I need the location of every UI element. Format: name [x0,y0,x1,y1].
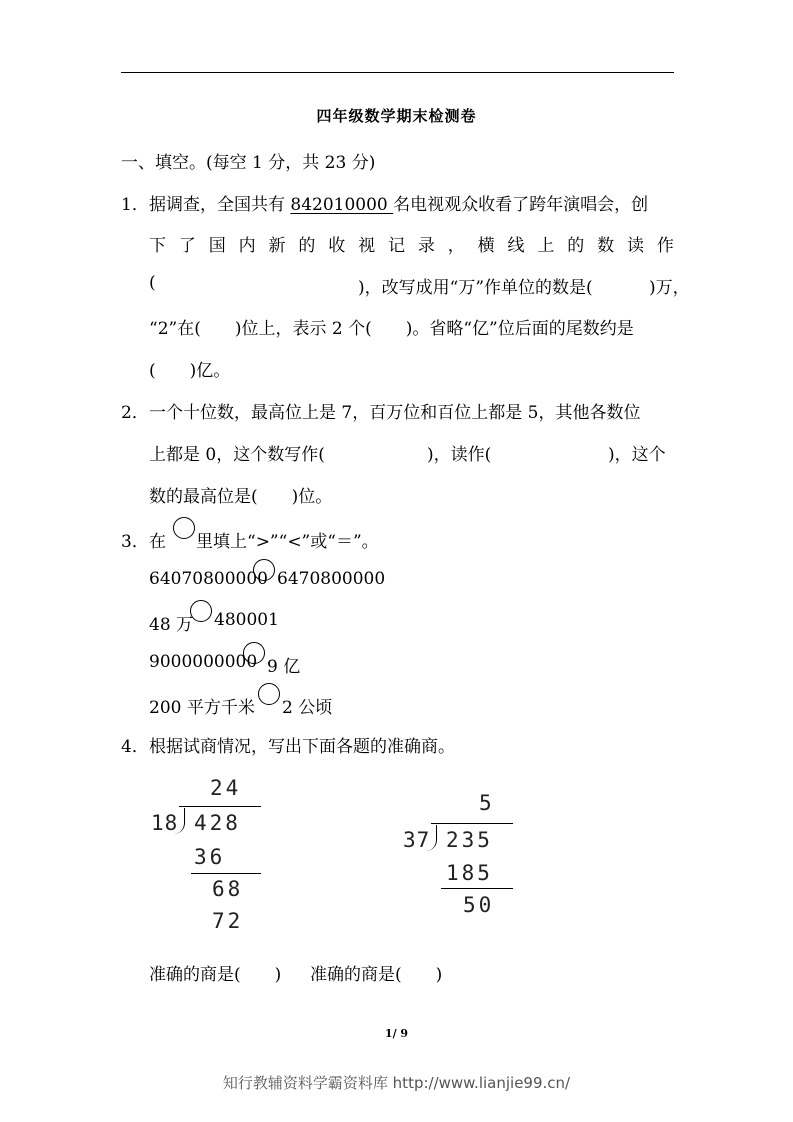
q2-line2-b: )，读作( [427,445,492,465]
q1-line2-char: 新 [268,236,286,256]
q1-line2-char: 的 [298,236,316,256]
q1-line2-char: ， [447,236,465,256]
q1-line4: “2”在( )位上，表示 2 个( )。省略“亿”位后面的尾数约是 [149,319,634,339]
compare-left: 64070800000 [149,569,268,589]
header-rule [121,72,674,73]
division-quotient: 5 [479,791,495,815]
q1-line1 [149,190,648,215]
division-remainder: 68 [212,877,244,901]
q1-line3-open: ( [149,273,156,293]
compare-right: 480001 [214,610,279,630]
division-remainder: 50 [463,893,495,917]
compare-circle[interactable] [243,642,265,664]
q1-line5: ( )亿。 [149,361,231,381]
compare-circle[interactable] [253,559,275,581]
q1-line2-char: 内 [238,236,256,256]
division-product: 36 [194,845,226,869]
q1-line2-char: 记 [388,236,405,256]
q1-line2-char: 作 [656,236,674,256]
q1-line2-char: 国 [208,236,226,256]
q3-number: 3． [121,532,149,552]
q2-line3: 数的最高位是( )位。 [149,487,333,507]
division-dividend: 235 [446,828,493,852]
compare-left: 9000000000 [149,652,258,672]
compare-circle[interactable] [190,600,212,622]
q2-number: 2． [121,403,149,423]
q3-line1-a: 在 [149,532,166,552]
q3-line1-b: 里填上“>”“<”或“＝”。 [196,532,379,552]
q2-line2-a: 上都是 0，这个数写作( [149,445,325,465]
section-heading: 一、填空。(每空 1 分，共 23 分) [121,153,376,173]
division-bracket [174,808,185,834]
q2-line1: 一个十位数，最高位上是 7，百万位和百位上都是 5，其他各数位 [149,403,641,423]
q1-line2-char: 视 [358,236,376,256]
q1-line2 [149,231,674,256]
answer-1: 准确的商是( ) [149,965,282,985]
q2-line2-c: )，这个 [608,445,666,465]
compare-left: 200 平方千米 [149,698,255,718]
division-subtract-line [191,873,261,874]
division-dividend: 428 [194,811,241,835]
compare-right: 9 亿 [267,657,301,677]
answer-2: 准确的商是( ) [310,965,443,985]
compare-left: 48 万 [149,615,194,635]
division-divisor: 37 [403,828,431,852]
division-product: 185 [446,861,493,885]
compare-right: 2 公顷 [282,698,333,718]
q1-line1-a: 据调查，全国共有 [149,195,291,215]
division-divisor: 18 [151,811,179,835]
q1-line2-char: 收 [328,236,346,256]
page-number: 1/ 9 [384,1027,409,1040]
compare-circle[interactable] [173,517,195,539]
q1-number: 1． [121,195,149,215]
q1-line1-b: 名电视观众收看了跨年演唱会，创 [393,195,649,215]
q4-line1: 根据试商情况，写出下面各题的准确商。 [149,737,455,757]
q1-line2-char: 数 [597,236,615,256]
division-subtract-line [441,888,513,889]
page-title: 四年级数学期末检测卷 [316,107,477,125]
division-quotient: 24 [210,776,242,800]
q1-line2-char: 线 [507,236,525,256]
q1-line2-char: 下 [149,236,166,256]
q4-number: 4． [121,737,149,757]
compare-circle[interactable] [258,683,280,705]
q1-line3-mid: )，改写成用“万”作单位的数是( [358,278,593,298]
division-bracket [426,825,437,851]
footer-watermark: 知行教辅资料学霸资料库 http://www.lianjie99.cn/ [222,1074,571,1092]
q1-underlined-number: 842010000 [290,195,394,215]
q1-line2-char: 的 [567,236,585,256]
q1-line2-char: 了 [178,236,196,256]
q1-line2-char: 录 [417,236,435,256]
q1-line2-char: 上 [537,236,555,256]
q1-line3-end: )万， [649,278,690,298]
division-bar [179,806,261,807]
q1-line2-char: 横 [477,236,495,256]
compare-right: 6470800000 [277,569,386,589]
division-bar [431,823,513,824]
q1-line2-char: 读 [627,236,644,256]
division-product: 72 [212,909,244,933]
